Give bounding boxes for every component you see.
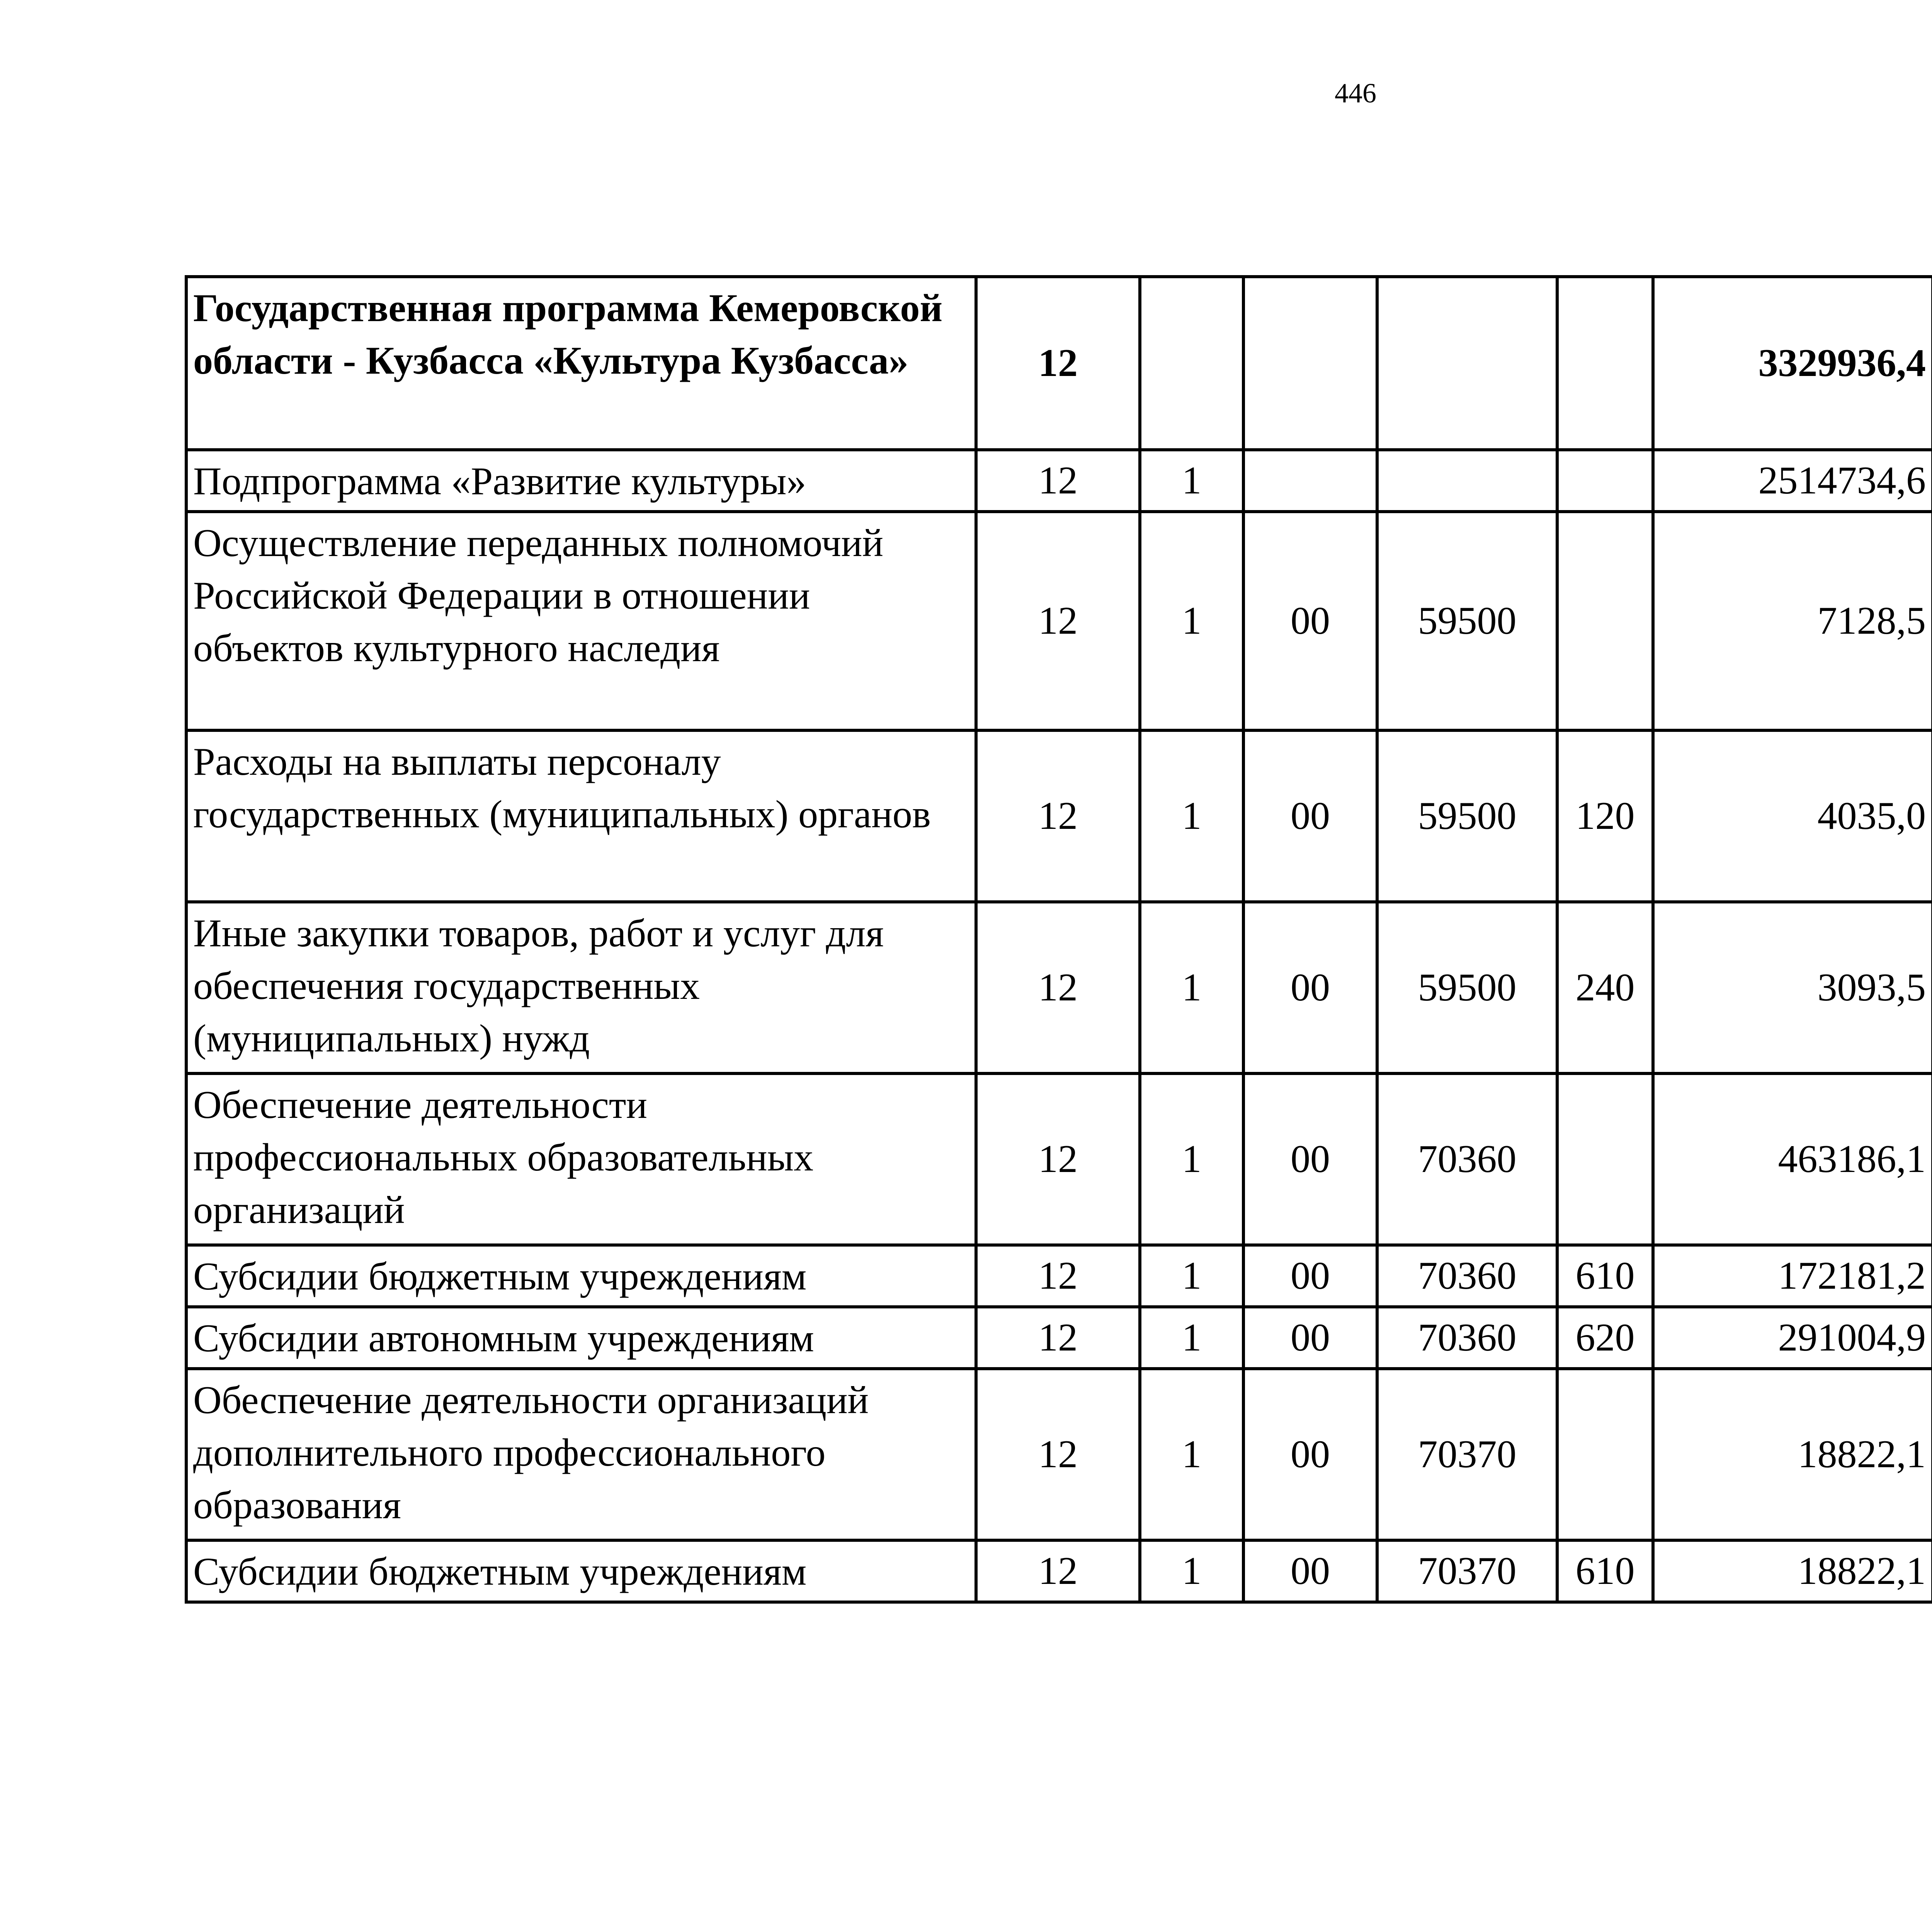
expense-code-cell <box>1377 277 1557 450</box>
subprogram-code-cell <box>1140 277 1243 450</box>
row-name-cell: Обеспечение деятельности профессиональных образовательных организаций <box>186 1073 976 1245</box>
direction-code-cell: 00 <box>1243 1073 1377 1245</box>
expense-type-cell: 610 <box>1557 1540 1653 1602</box>
expense-code-cell: 70370 <box>1377 1369 1557 1540</box>
amount-year1-cell: 18822,1 <box>1653 1540 1932 1602</box>
row-name-cell: Расходы на выплаты персоналу государственных (муниципальных) органов <box>186 730 976 902</box>
expense-code-cell: 59500 <box>1377 902 1557 1073</box>
program-code-cell: 12 <box>976 1369 1140 1540</box>
expense-code-cell: 59500 <box>1377 512 1557 730</box>
expense-type-cell: 620 <box>1557 1307 1653 1369</box>
direction-code-cell: 00 <box>1243 730 1377 902</box>
direction-code-cell <box>1243 277 1377 450</box>
subprogram-code-cell: 1 <box>1140 1245 1243 1307</box>
page-number: 446 <box>1335 78 1376 109</box>
expense-type-cell: 120 <box>1557 730 1653 902</box>
program-code-cell: 12 <box>976 1307 1140 1369</box>
expense-type-cell <box>1557 450 1653 512</box>
amount-year1-cell: 4035,0 <box>1653 730 1932 902</box>
program-code-cell: 12 <box>976 277 1140 450</box>
row-name-cell: Государственная программа Кемеровской области - Кузбасса «Культура Кузбасса» <box>186 277 976 450</box>
table-row <box>186 902 1932 1073</box>
direction-code-cell: 00 <box>1243 1245 1377 1307</box>
expense-code-cell <box>1377 450 1557 512</box>
expense-type-cell <box>1557 1073 1653 1245</box>
table-row <box>186 730 1932 902</box>
program-code-cell: 12 <box>976 1540 1140 1602</box>
expense-code-cell: 70360 <box>1377 1073 1557 1245</box>
amount-year1-cell: 291004,9 <box>1653 1307 1932 1369</box>
row-name-cell: Субсидии бюджетным учреждениям <box>186 1245 976 1307</box>
subprogram-code-cell: 1 <box>1140 512 1243 730</box>
expense-type-cell <box>1557 277 1653 450</box>
program-code-cell: 12 <box>976 1073 1140 1245</box>
subprogram-code-cell: 1 <box>1140 1369 1243 1540</box>
direction-code-cell: 00 <box>1243 512 1377 730</box>
amount-year1-cell: 463186,1 <box>1653 1073 1932 1245</box>
direction-code-cell: 00 <box>1243 1540 1377 1602</box>
program-code-cell: 12 <box>976 1245 1140 1307</box>
table-row <box>186 1540 1932 1602</box>
expense-code-cell: 59500 <box>1377 730 1557 902</box>
amount-year1-cell: 3093,5 <box>1653 902 1932 1073</box>
amount-year1-cell: 2514734,6 <box>1653 450 1932 512</box>
table-row <box>186 512 1932 730</box>
expense-type-cell: 610 <box>1557 1245 1653 1307</box>
direction-code-cell: 00 <box>1243 1369 1377 1540</box>
expense-code-cell: 70360 <box>1377 1245 1557 1307</box>
expense-code-cell: 70360 <box>1377 1307 1557 1369</box>
budget-table <box>185 275 1932 1604</box>
table-row <box>186 1245 1932 1307</box>
table-row <box>186 1369 1932 1540</box>
table-row <box>186 1307 1932 1369</box>
subprogram-code-cell: 1 <box>1140 730 1243 902</box>
expense-type-cell <box>1557 1369 1653 1540</box>
subprogram-code-cell: 1 <box>1140 1073 1243 1245</box>
program-code-cell: 12 <box>976 730 1140 902</box>
program-code-cell: 12 <box>976 512 1140 730</box>
direction-code-cell: 00 <box>1243 902 1377 1073</box>
row-name-cell: Осуществление переданных полномочий Российской Федерации в отношении объектов культурного наследия <box>186 512 976 730</box>
subprogram-code-cell: 1 <box>1140 1540 1243 1602</box>
subprogram-code-cell: 1 <box>1140 902 1243 1073</box>
program-code-cell: 12 <box>976 902 1140 1073</box>
amount-year1-cell: 18822,1 <box>1653 1369 1932 1540</box>
expense-code-cell: 70370 <box>1377 1540 1557 1602</box>
direction-code-cell: 00 <box>1243 1307 1377 1369</box>
row-name-cell: Подпрограмма «Развитие культуры» <box>186 450 976 512</box>
direction-code-cell <box>1243 450 1377 512</box>
subprogram-code-cell: 1 <box>1140 450 1243 512</box>
program-code-cell: 12 <box>976 450 1140 512</box>
subprogram-code-cell: 1 <box>1140 1307 1243 1369</box>
expense-type-cell: 240 <box>1557 902 1653 1073</box>
amount-year1-cell: 7128,5 <box>1653 512 1932 730</box>
table-row <box>186 277 1932 450</box>
row-name-cell: Субсидии бюджетным учреждениям <box>186 1540 976 1602</box>
row-name-cell: Обеспечение деятельности организаций дополнительного профессионального образования <box>186 1369 976 1540</box>
table-row <box>186 1073 1932 1245</box>
row-name-cell: Субсидии автономным учреждениям <box>186 1307 976 1369</box>
amount-year1-cell: 172181,2 <box>1653 1245 1932 1307</box>
expense-type-cell <box>1557 512 1653 730</box>
table-row <box>186 450 1932 512</box>
amount-year1-cell: 3329936,4 <box>1653 277 1932 450</box>
row-name-cell: Иные закупки товаров, работ и услуг для обеспечения государственных (муниципальных) нужд <box>186 902 976 1073</box>
